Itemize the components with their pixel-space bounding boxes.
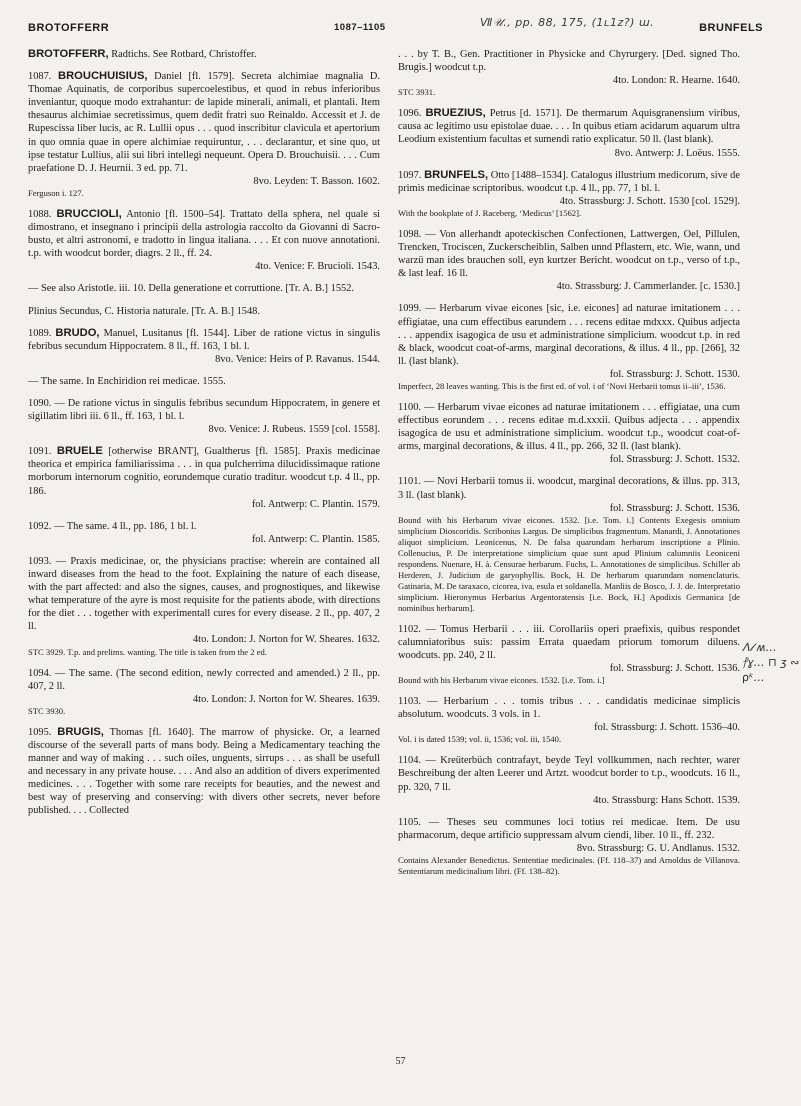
- catalogue-entry: [398, 302, 740, 392]
- entry-text: [otherwise BRANT], Gualtherus [fl. 1585]. Praxis medicinae theorica et empirica familiarissima . . . in qua pulcherrima dilucidissimaque ratione morborum internorum cognitio, eorundemque curatio traditur. woodcut t.p. 4 ll., pp. 186.: [28, 446, 380, 497]
- entry-number: 1102.: [398, 623, 421, 635]
- running-head: [28, 16, 763, 40]
- entry-imprint: fol. Strassburg: J. Schott. 1532.: [609, 454, 740, 466]
- catalogue-entry: [28, 726, 380, 818]
- entry-number: 1093.: [28, 555, 52, 567]
- catalogue-entry: [28, 282, 380, 295]
- entry-imprint: 8vo. Antwerp: J. Loëus. 1555.: [614, 147, 740, 159]
- catalogue-entry: [398, 695, 740, 745]
- entry-note: STC 3931.: [398, 87, 436, 98]
- entry-text: — Herbarum vivae eicones [sic, i.e. eicones] ad naturae imitationem . . . effigiatae, una cum effectibus earundem . . . recens editae mdxxx. Quibus adjecta . . . appendix isagogica de usu et administratione simplicium. woodcut t.p. in red & black, woodcut coat-of-arms, marginal decorations, & illus. 4 ll., pp. [266], 32 ll. (last blank).: [398, 303, 740, 367]
- left-column: [28, 48, 380, 827]
- entry-text: Thomas [fl. 1640]. The marrow of physicke. Or, a learned discourse of the severall parts of mans body. Being a Medicamentary teaching the manner and way of making . . . such oiles, unguents, sirrups . . . as shall be usefull and necessary in any private house. . . . And also an addition of divers experimented medicines. . . . Together with some rare receipts for beauties, and the newest and best way of preserving and conserving: with divers other secrets, never before published. . . . Collected: [28, 726, 380, 817]
- catalogue-entry: [28, 48, 380, 61]
- entry-number: 1090.: [28, 397, 52, 409]
- catalogue-entry: [398, 475, 740, 613]
- entry-heading: BRUGIS,: [57, 725, 104, 738]
- entry-note: STC 3930.: [28, 705, 66, 716]
- page-number: 57: [395, 1056, 406, 1067]
- entry-number: 1094.: [28, 667, 52, 679]
- handwritten-annotation-top: Ⅶ𝒰., pp. 88, 175, (1ʟ1z?) ɯ.: [480, 16, 655, 29]
- entry-text: Antonio [fl. 1500–54]. Trattato della sphera, nel quale si dimostrano, et insegnano i principii della astrologia raccolto da Giovanni di Sacro-busto, et altri astronomi, e tradotto in lingua italiana. . . . Et con nuove annotationi. t.p. with woodcut border, diagrs. 2 ll., ff. 24.: [28, 208, 380, 260]
- entry-number: 1088.: [28, 208, 52, 220]
- entry-text: — The same. In Enchiridion rei medicae. 1555.: [28, 375, 226, 387]
- catalogue-entry: [28, 445, 380, 510]
- entry-imprint: 4to. Strassburg: J. Schott. 1530 [col. 1529].: [559, 195, 740, 207]
- entry-text: — The same. (The second edition, newly corrected and amended.) 2 ll., pp. 407, 2 ll.: [28, 667, 380, 692]
- catalogue-entry: [398, 754, 740, 806]
- entry-imprint: fol. Strassburg: J. Schott. 1536–40.: [594, 722, 740, 734]
- catalogue-entry: [398, 623, 740, 686]
- entry-number: 1087.: [28, 71, 52, 83]
- catalogue-entry: [398, 228, 740, 293]
- entry-imprint: 8vo. Strassburg: G. U. Andlanus. 1532.: [576, 842, 740, 854]
- entry-number: 1097.: [398, 169, 422, 181]
- entry-imprint: 8vo. Leyden: T. Basson. 1602.: [253, 175, 380, 187]
- entry-note: Bound with his Herbarum vivae eicones. 1532. [i.e. Tom. i.] Contents Exegesis omnium simplicium Dioscoridis. Scribonius Largus. De simplicibus fragmentum. Manardi, J. Annotationes aliquot simplicium. Leonicenus, N. De falsa quarundam herbarum inscriptione a Plinio. Collenucius, P. De interpretatione simplicium quae sunt apud Plinium calumniis Leoniceni respondens. Nuenare, H. à. Censurae herbarum. Fuchs, L. Annotationes de simplicibus. Schiller ab Herderen, J. Judicium de garyophyllis. Bock, H. De herbarum quarundam nomenclaturis. Gatinaria, M. De taraxaco, cicorea, iva, esula et soldanella. Manliis de Bosco, J. J. de. Interpretatio simplicium. Hieronymus Herbarius Argentoratensis [i.e. Bock, H.] Apodixis Germanica [de nominibus herbarum].: [398, 514, 740, 613]
- entry-number: 1103.: [398, 696, 421, 708]
- entry-heading: BRUCCIOLI,: [56, 207, 122, 220]
- entry-number: 1098.: [398, 228, 422, 240]
- entry-heading: BROUCHUISIUS,: [58, 70, 148, 83]
- catalogue-entry: [398, 169, 740, 219]
- entry-text: Manuel, Lusitanus [fl. 1544]. Liber de ratione victus in singulis febribus secundum Hippocratem. 8 ll., ff. 163, 1 bl. l.: [28, 327, 380, 352]
- entry-heading: BRUNFELS,: [424, 168, 489, 181]
- entry-text: Radtichs. See Rotbard, Christoffer.: [111, 49, 257, 60]
- running-head-left: BROTOFFERR: [28, 22, 110, 34]
- entry-heading: BRUELE: [56, 445, 103, 458]
- entry-text: . . . by T. B., Gen. Practitioner in Physicke and Chyrurgery. [Ded. signed Tho. Brugis.] woodcut t.p.: [398, 49, 740, 74]
- entry-imprint: 4to. London: R. Hearne. 1640.: [613, 75, 740, 87]
- entry-note: Vol. i is dated 1539; vol. ii, 1536; vol. iii, 1540.: [398, 734, 562, 745]
- catalogue-entry: [28, 520, 380, 546]
- entry-number: 1091.: [28, 446, 52, 458]
- catalogue-entry: [398, 816, 740, 877]
- entry-note: STC 3929. T.p. and prelims. wanting. The title is taken from the 2 ed.: [28, 646, 267, 657]
- entry-imprint: fol. Strassburg: J. Schott. 1530.: [609, 368, 740, 380]
- entry-text: Otto [1488–1534]. Catalogus illustrium medicorum, sive de primis medicinae scriptoribus. woodcut t.p. 4 ll., pp. 77, 1 bl. l.: [398, 169, 740, 194]
- entry-text: — Herbarum vivae eicones ad naturae imitationem . . . effigiatae, una cum effectibus eorundem . . . recens editae m.d.xxxii. Quibus adjecta . . . appendix isagogica de usu et administratione simplicium. woodcut t.p., woodcut coat-of-arms, marginal decorations, & illus. 4 ll., pp. 266, 32 ll. (last blank).: [398, 401, 740, 453]
- catalogue-entry: [398, 48, 740, 98]
- entry-heading: BRUDO,: [55, 326, 100, 339]
- entry-heading: BRUEZIUS,: [425, 107, 486, 120]
- entry-heading: BROTOFFERR,: [28, 48, 109, 60]
- entry-imprint: fol. Strassburg: J. Schott. 1536.: [609, 502, 740, 514]
- entry-imprint: 4to. London: J. Norton for W. Sheares. 1632.: [192, 634, 380, 646]
- entry-imprint: fol. Strassburg: J. Schott. 1536.: [609, 663, 740, 674]
- entry-number: 1101.: [398, 476, 421, 488]
- entry-imprint: 4to. Strassburg: J. Cammerlander. [c. 1530.]: [556, 281, 740, 293]
- entry-text: — The same. 4 ll., pp. 186, 1 bl. l.: [54, 520, 197, 532]
- entry-number: 1096.: [398, 108, 422, 120]
- entry-text: Daniel [fl. 1579]. Secreta alchimiae magnalia D. Thomae Aquinatis, de corporibus supercoelestibus, et quod in rebus inferioribus inveniantur, quoque modo extrahantur: de lapide minerali, animali, et plantali. Item thesaurus alchimiae secretissimus, quem dedit fratri suo Reinaldo. Accessit et J. de Rupescissa liber lucis, ac R. Lullii opus . . . quod inscribitur clavicula et apertorium in quo omnia quae in opere alchimiae requiruntur, . . . declarantur, et sine quo, ut ipse testatur Lullius, alii sui libri intellegi nequeunt. Opera D. Brouchuisii. . . . Cum praefatione D. J. Heurnii. 3 ed. pp. 71.: [28, 71, 380, 174]
- catalogue-entry: [398, 401, 740, 466]
- entry-imprint: fol. Antwerp: C. Plantin. 1585.: [251, 533, 380, 545]
- entry-number: 1095.: [28, 726, 52, 738]
- entry-text: — See also Aristotle. iii. 10. Della generatione et corruttione. [Tr. A. B.] 1552.: [28, 283, 354, 295]
- entry-imprint: 8vo. Venice: J. Rubeus. 1559 [col. 1558].: [208, 424, 380, 436]
- entry-number: 1089.: [28, 327, 52, 339]
- entry-text: — Novi Herbarii tomus ii. woodcut, marginal decorations, & illus. pp. 313, 3 ll. (last blank).: [398, 476, 740, 501]
- entry-text: — Von allerhandt apoteckischen Confectionen, Lattwergen, Oel, Pillulen, Trencken, Trociscen, Zuckerscheiblin, Salben unnd Pflastern, etc. Wie, wann, und warzü man ides brauchen soll, eyn kurtzer Bericht. woodcut on t.p., verso of t.p., & last leaf. 16 ll.: [398, 228, 740, 280]
- entry-number: 1092.: [28, 520, 52, 532]
- entry-note: Bound with his Herbarum vivae eicones. 1532. [i.e. Tom. i.]: [398, 675, 605, 686]
- entry-imprint: 8vo. Venice: Heirs of P. Ravanus. 1544.: [215, 353, 380, 365]
- catalogue-entry: [28, 208, 380, 273]
- entry-number: 1100.: [398, 401, 421, 413]
- catalogue-entry: [28, 667, 380, 717]
- catalogue-entry: [28, 327, 380, 366]
- catalogue-entry: [398, 107, 740, 159]
- handwritten-margin-note: ⴷ𝓁 ʍ… ⳨ɣ… ⊓ ʒ ∾ ⍴ᵏ…: [742, 641, 800, 684]
- entry-text: — Herbarium . . . tomis tribus . . . candidatis medicinae simplicis absolutum. woodcuts. 3 vols. in 1.: [398, 696, 740, 721]
- entry-number: 1105.: [398, 816, 421, 828]
- catalogue-entry: [28, 375, 380, 388]
- catalogue-entry: [28, 397, 380, 436]
- running-head-right: BRUNFELS: [699, 22, 763, 34]
- entry-text: — De ratione victus in singulis febribus secundum Hippocratem, in genere et sigillatim libri iii. 6 ll., ff. 163, 1 bl. l.: [28, 397, 380, 423]
- entry-imprint: fol. Antwerp: C. Plantin. 1579.: [251, 498, 380, 510]
- entry-text: — Theses seu communes loci totius rei medicae. Item. De usu pharmacorum, deque artificio suppressam alvum ciendi, liber. 10 ll., ff. 232.: [398, 816, 740, 841]
- entry-note: Contains Alexander Benedictus. Sententiae medicinales. (Ff. 118–37) and Arnoldus de Villanova. Sententiarum medicinalium libri. (Ff. 138–82).: [398, 855, 740, 877]
- entry-imprint: 4to. Venice: F. Brucioli. 1543.: [255, 261, 380, 273]
- running-head-range: 1087–1105: [334, 22, 386, 33]
- entry-note: With the bookplate of J. Raceberg, ‘Medicus’ [1562].: [398, 207, 582, 218]
- entry-text: — Praxis medicinae, or, the physicians practise: wherein are contained all inward diseases from the head to the foot. Explaining the nature of each disease, with the part affected: and also the signes, causes, and prognostiques, and likewise what temperature of the ayre is most requisite for the patients abode, with directions for the diet . . . together with experimentall cures for every disease. 2 ll., pp. 407, 2 ll.: [28, 555, 380, 633]
- catalogue-entry: [28, 305, 380, 318]
- entry-text: — Kreüterbüch contrafayt, beyde Teyl vollkummen, nach rechter, warer Beschreibung der alten Leerer und Artzt. woodcut border to t.p., woodcuts. 16 ll., pp. 320, 7 ll.: [398, 755, 740, 793]
- catalogue-entry: [28, 70, 380, 199]
- entry-note: Ferguson i. 127.: [28, 187, 84, 198]
- entry-text: Petrus [d. 1571]. De thermarum Aquisgranensium viribus, causa ac legitimo usu epistolae duae. . . . In quibus etiam acidarum aquarum ultra Leodium existentium facultas et sumendi ratio explicatur. 50 ll. (last blank).: [398, 108, 740, 146]
- right-column: [398, 48, 740, 886]
- catalogue-entry: [28, 555, 380, 658]
- entry-text: — Tomus Herbarii . . . iii. Corollariis operi praefixis, quibus respondet calumniatoribus suis: passim Errata quaedam priorum tomorum diluens. woodcuts. pp. 240, 2 ll.: [398, 623, 740, 661]
- entry-imprint: 4to. London: J. Norton for W. Sheares. 1639.: [192, 693, 380, 705]
- entry-number: 1099.: [398, 303, 422, 315]
- entry-imprint: 4to. Strassburg: Hans Schott. 1539.: [593, 794, 740, 806]
- entry-note: Imperfect, 28 leaves wanting. This is the first ed. of vol. i of ‘Novi Herbarii tomus ii–iii’, 1536.: [398, 380, 726, 391]
- entry-number: 1104.: [398, 755, 421, 767]
- entry-text: Plinius Secundus, C. Historia naturale. [Tr. A. B.] 1548.: [28, 305, 260, 317]
